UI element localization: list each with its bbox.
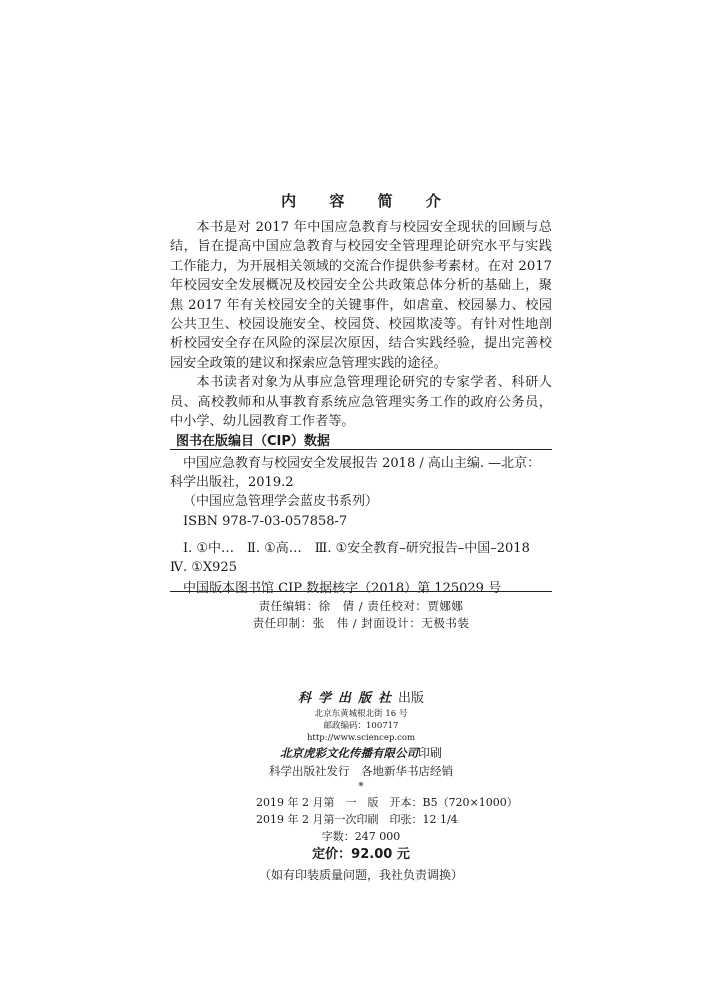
publisher-logo-text: 科学出版社 bbox=[297, 691, 398, 706]
summary-title: 内 容 简 介 bbox=[281, 192, 455, 210]
cip-data-block bbox=[170, 454, 552, 598]
printer-name: 北京虎彩文化传播有限公司 bbox=[279, 746, 418, 760]
distribution-line: 科学出版社发行 各地新华书店经销 bbox=[269, 764, 453, 778]
printer-suffix: 印刷 bbox=[417, 746, 442, 760]
summary-paragraph: 本书读者对象为从事应急管理理论研究的专家学者、科研人员、高校教师和从事教育系统应急管理实务工作的政府公务员，中小学、幼儿园教育工作者等。 bbox=[170, 375, 552, 430]
cip-bottom-rule bbox=[170, 591, 552, 592]
credits-editors: 责任编辑：徐 倩 / 责任校对：贾娜娜 bbox=[258, 599, 464, 613]
credits-production: 责任印制：张 伟 / 封面设计：无极书装 bbox=[252, 616, 470, 630]
editorial-credits bbox=[170, 598, 552, 632]
quality-notice: （如有印装质量问题，我社负责调换） bbox=[258, 868, 463, 882]
publisher-postcode: 邮政编码：100717 bbox=[323, 721, 399, 731]
cip-series: （中国应急管理学会蓝皮书系列） bbox=[183, 494, 379, 510]
cip-top-rule bbox=[170, 449, 552, 450]
summary-paragraph: 本书是对 2017 年中国应急教育与校园安全现状的回顾与总结，旨在提高中国应急教育与校园安全管理理论研究水平与实践工作能力，为开展相关领域的交流合作提供参考素材。在对 2017 年校园安全发展概况及校园安全公共政策总体分析的基础上，聚焦 2017 年有关校园安全的关键事件，如虐童、校园暴力、校园公共卫生、校园设施安全、校园贷、校园欺凌等。有针对性地剖析校园安全存在风险的深层次原因，结合实践经验，提出完善校园安全政策的建议和探索应急管理实践的途径。 bbox=[170, 220, 552, 371]
cip-isbn: ISBN 978-7-03-057858-7 bbox=[183, 513, 348, 529]
summary-body bbox=[170, 218, 552, 431]
publisher-website: http://www.sciencep.com bbox=[306, 733, 416, 743]
publisher-address: 北京东黄城根北街 16 号 bbox=[314, 709, 408, 719]
separator-star: * bbox=[358, 780, 364, 793]
imprint-block bbox=[170, 690, 552, 885]
publisher-suffix: 出版 bbox=[398, 691, 425, 706]
word-count: 字数：247 000 bbox=[321, 830, 401, 843]
publisher-line bbox=[170, 690, 552, 708]
cip-heading: 图书在版编目（CIP）数据 bbox=[176, 434, 330, 449]
cip-record-number: 中国版本图书馆 CIP 数据核字（2018）第 125029 号 bbox=[183, 581, 502, 597]
cip-title-line: 中国应急教育与校园安全发展报告 2018 / 高山主编. —北京：科学出版社，2019.2 bbox=[170, 456, 541, 491]
printing-line: 2019 年 2 月第一次印刷 印张：12 1/4 bbox=[256, 813, 458, 826]
edition-line: 2019 年 2 月第 一 版 开本：B5（720×1000） bbox=[256, 796, 518, 809]
cip-classification: Ⅰ. ①中… Ⅱ. ①高… Ⅲ. ①安全教育–研究报告–中国–2018 Ⅳ. ①X925 bbox=[170, 540, 543, 576]
price: 定价：92.00 元 bbox=[312, 847, 410, 862]
printer-line bbox=[170, 744, 552, 762]
